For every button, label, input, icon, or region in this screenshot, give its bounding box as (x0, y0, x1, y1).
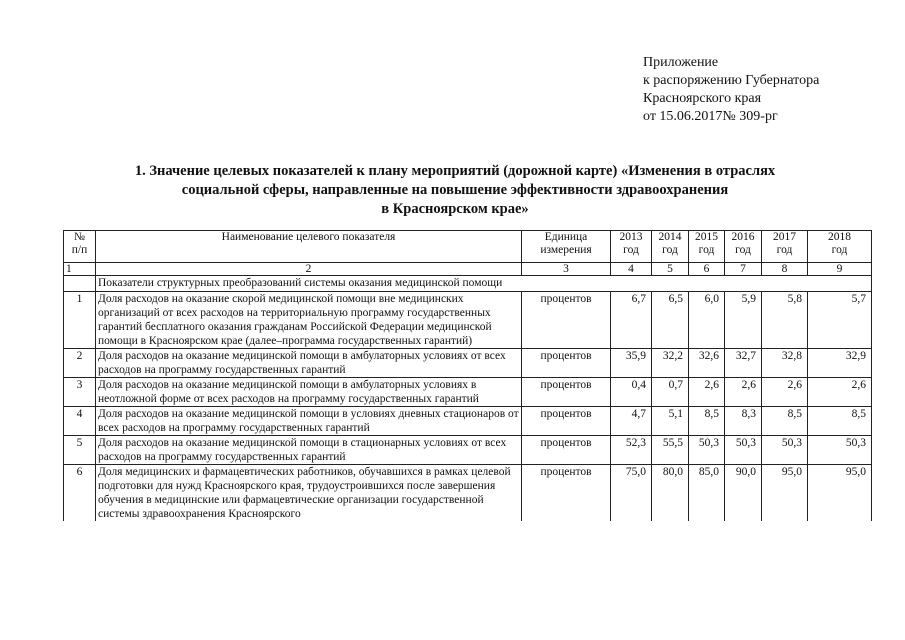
column-number: 6 (689, 263, 725, 276)
value-cell: 95,0 (808, 465, 872, 522)
column-number-row (64, 263, 872, 276)
value-cell: 75,0 (611, 465, 652, 522)
value-cell: 32,6 (689, 349, 725, 378)
row-number: 5 (64, 436, 96, 465)
row-number: 2 (64, 349, 96, 378)
value-cell: 4,7 (611, 407, 652, 436)
column-number: 5 (652, 263, 689, 276)
value-cell: 5,9 (725, 292, 762, 349)
value-cell: 32,7 (725, 349, 762, 378)
column-number: 2 (96, 263, 522, 276)
value-cell: 32,9 (808, 349, 872, 378)
year-value: 2017 (773, 231, 796, 243)
title-line: социальной сферы, направленные на повышение эффективности здравоохранения (181, 182, 729, 198)
value-cell: 8,5 (762, 407, 808, 436)
table-row (64, 465, 872, 522)
value-cell: 32,8 (762, 349, 808, 378)
unit-cell: процентов (522, 378, 611, 407)
value-cell: 50,3 (689, 436, 725, 465)
unit-cell: процентов (522, 436, 611, 465)
column-number: 9 (808, 263, 872, 276)
row-number: 1 (64, 292, 96, 349)
value-cell: 80,0 (652, 465, 689, 522)
value-cell: 95,0 (762, 465, 808, 522)
value-cell: 90,0 (725, 465, 762, 522)
column-number: 8 (762, 263, 808, 276)
value-cell: 35,9 (611, 349, 652, 378)
appendix-line: к распоряжению Губернатора (643, 73, 820, 88)
column-number: 4 (611, 263, 652, 276)
value-cell: 2,6 (808, 378, 872, 407)
value-cell: 8,5 (808, 407, 872, 436)
year-value: 2016 (731, 231, 755, 243)
header-year (808, 231, 872, 263)
value-cell: 52,3 (611, 436, 652, 465)
section-title: Показатели структурных преобразований системы оказания медицинской помощи (96, 276, 872, 292)
year-label: год (698, 244, 715, 256)
indicator-name: Доля расходов на оказание скорой медицинской помощи вне медицинских организаций от всех расходов на территориальную программу государственных гарантий бесплатного оказания гражданам Российской Федерации медицинской помощи в Красноярском крае (далее–программа государственных гарантий) (96, 292, 522, 349)
value-cell: 5,7 (808, 292, 872, 349)
section-spacer (64, 276, 96, 292)
header-row (64, 231, 872, 263)
indicator-name: Доля расходов на оказание медицинской помощи в стационарных условиях от всех расходов на программу государственных гарантий (96, 436, 522, 465)
indicator-name: Доля расходов на оказание медицинской помощи в амбулаторных условиях от всех расходов на программу государственных гарантий (96, 349, 522, 378)
value-cell: 8,3 (725, 407, 762, 436)
value-cell: 6,5 (652, 292, 689, 349)
header-year (725, 231, 762, 263)
header-num (64, 231, 96, 263)
header-unit (522, 231, 611, 263)
value-cell: 6,7 (611, 292, 652, 349)
unit-cell: процентов (522, 349, 611, 378)
value-cell: 50,3 (762, 436, 808, 465)
row-number: 4 (64, 407, 96, 436)
indicator-name: Доля расходов на оказание медицинской помощи в условиях дневных стационаров от всех расходов на программу государственных гарантий (96, 407, 522, 436)
year-value: 2013 (619, 231, 643, 243)
header-name: Наименование целевого показателя (96, 231, 522, 263)
year-label: год (776, 244, 793, 256)
indicators-table (63, 230, 872, 521)
header-num-line: № (74, 231, 85, 243)
header-year (652, 231, 689, 263)
row-number: 6 (64, 465, 96, 522)
appendix-line: от 15.06.2017№ 309-рг (643, 109, 778, 124)
section-row (64, 276, 872, 292)
header-unit-line: Единица (544, 231, 588, 243)
header-unit-line: измерения (540, 244, 592, 256)
column-number: 3 (522, 263, 611, 276)
value-cell: 5,8 (762, 292, 808, 349)
year-label: год (831, 244, 848, 256)
indicator-name: Доля медицинских и фармацевтических работников, обучавшихся в рамках целевой подготовки для нужд Красноярского края, трудоустроившихся после завершения обучения в медицинские или фармацевтические организации государственной системы здравоохранения Красноярского (96, 465, 522, 522)
unit-cell: процентов (522, 407, 611, 436)
table-row (64, 436, 872, 465)
value-cell: 2,6 (762, 378, 808, 407)
table-row (64, 292, 872, 349)
year-label: год (662, 244, 678, 256)
value-cell: 6,0 (689, 292, 725, 349)
value-cell: 50,3 (725, 436, 762, 465)
table-row (64, 349, 872, 378)
appendix-line: Красноярского края (643, 91, 762, 106)
value-cell: 2,6 (689, 378, 725, 407)
indicator-name: Доля расходов на оказание медицинской помощи в амбулаторных условиях в неотложной форме от всех расходов на программу государственных гарантий (96, 378, 522, 407)
year-value: 2018 (828, 231, 851, 243)
value-cell: 0,4 (611, 378, 652, 407)
value-cell: 8,5 (689, 407, 725, 436)
header-year (611, 231, 652, 263)
unit-cell: процентов (522, 292, 611, 349)
title-line: в Красноярском крае» (381, 201, 529, 217)
table-row (64, 407, 872, 436)
value-cell: 55,5 (652, 436, 689, 465)
unit-cell: процентов (522, 465, 611, 522)
header-year (689, 231, 725, 263)
header-year (762, 231, 808, 263)
appendix-line: Приложение (643, 55, 719, 70)
column-number: 1 (64, 263, 96, 276)
title-line: 1. Значение целевых показателей к плану мероприятий (дорожной карте) «Изменения в отраслях (134, 163, 776, 179)
year-label: год (735, 244, 751, 256)
document-title (90, 162, 820, 219)
value-cell: 50,3 (808, 436, 872, 465)
table-row (64, 378, 872, 407)
value-cell: 0,7 (652, 378, 689, 407)
year-value: 2014 (658, 231, 682, 243)
header-num-line: п/п (71, 244, 88, 256)
value-cell: 85,0 (689, 465, 725, 522)
value-cell: 2,6 (725, 378, 762, 407)
column-number: 7 (725, 263, 762, 276)
value-cell: 5,1 (652, 407, 689, 436)
year-label: год (623, 244, 639, 256)
appendix-block (643, 54, 819, 126)
year-value: 2015 (695, 231, 718, 243)
value-cell: 32,2 (652, 349, 689, 378)
row-number: 3 (64, 378, 96, 407)
